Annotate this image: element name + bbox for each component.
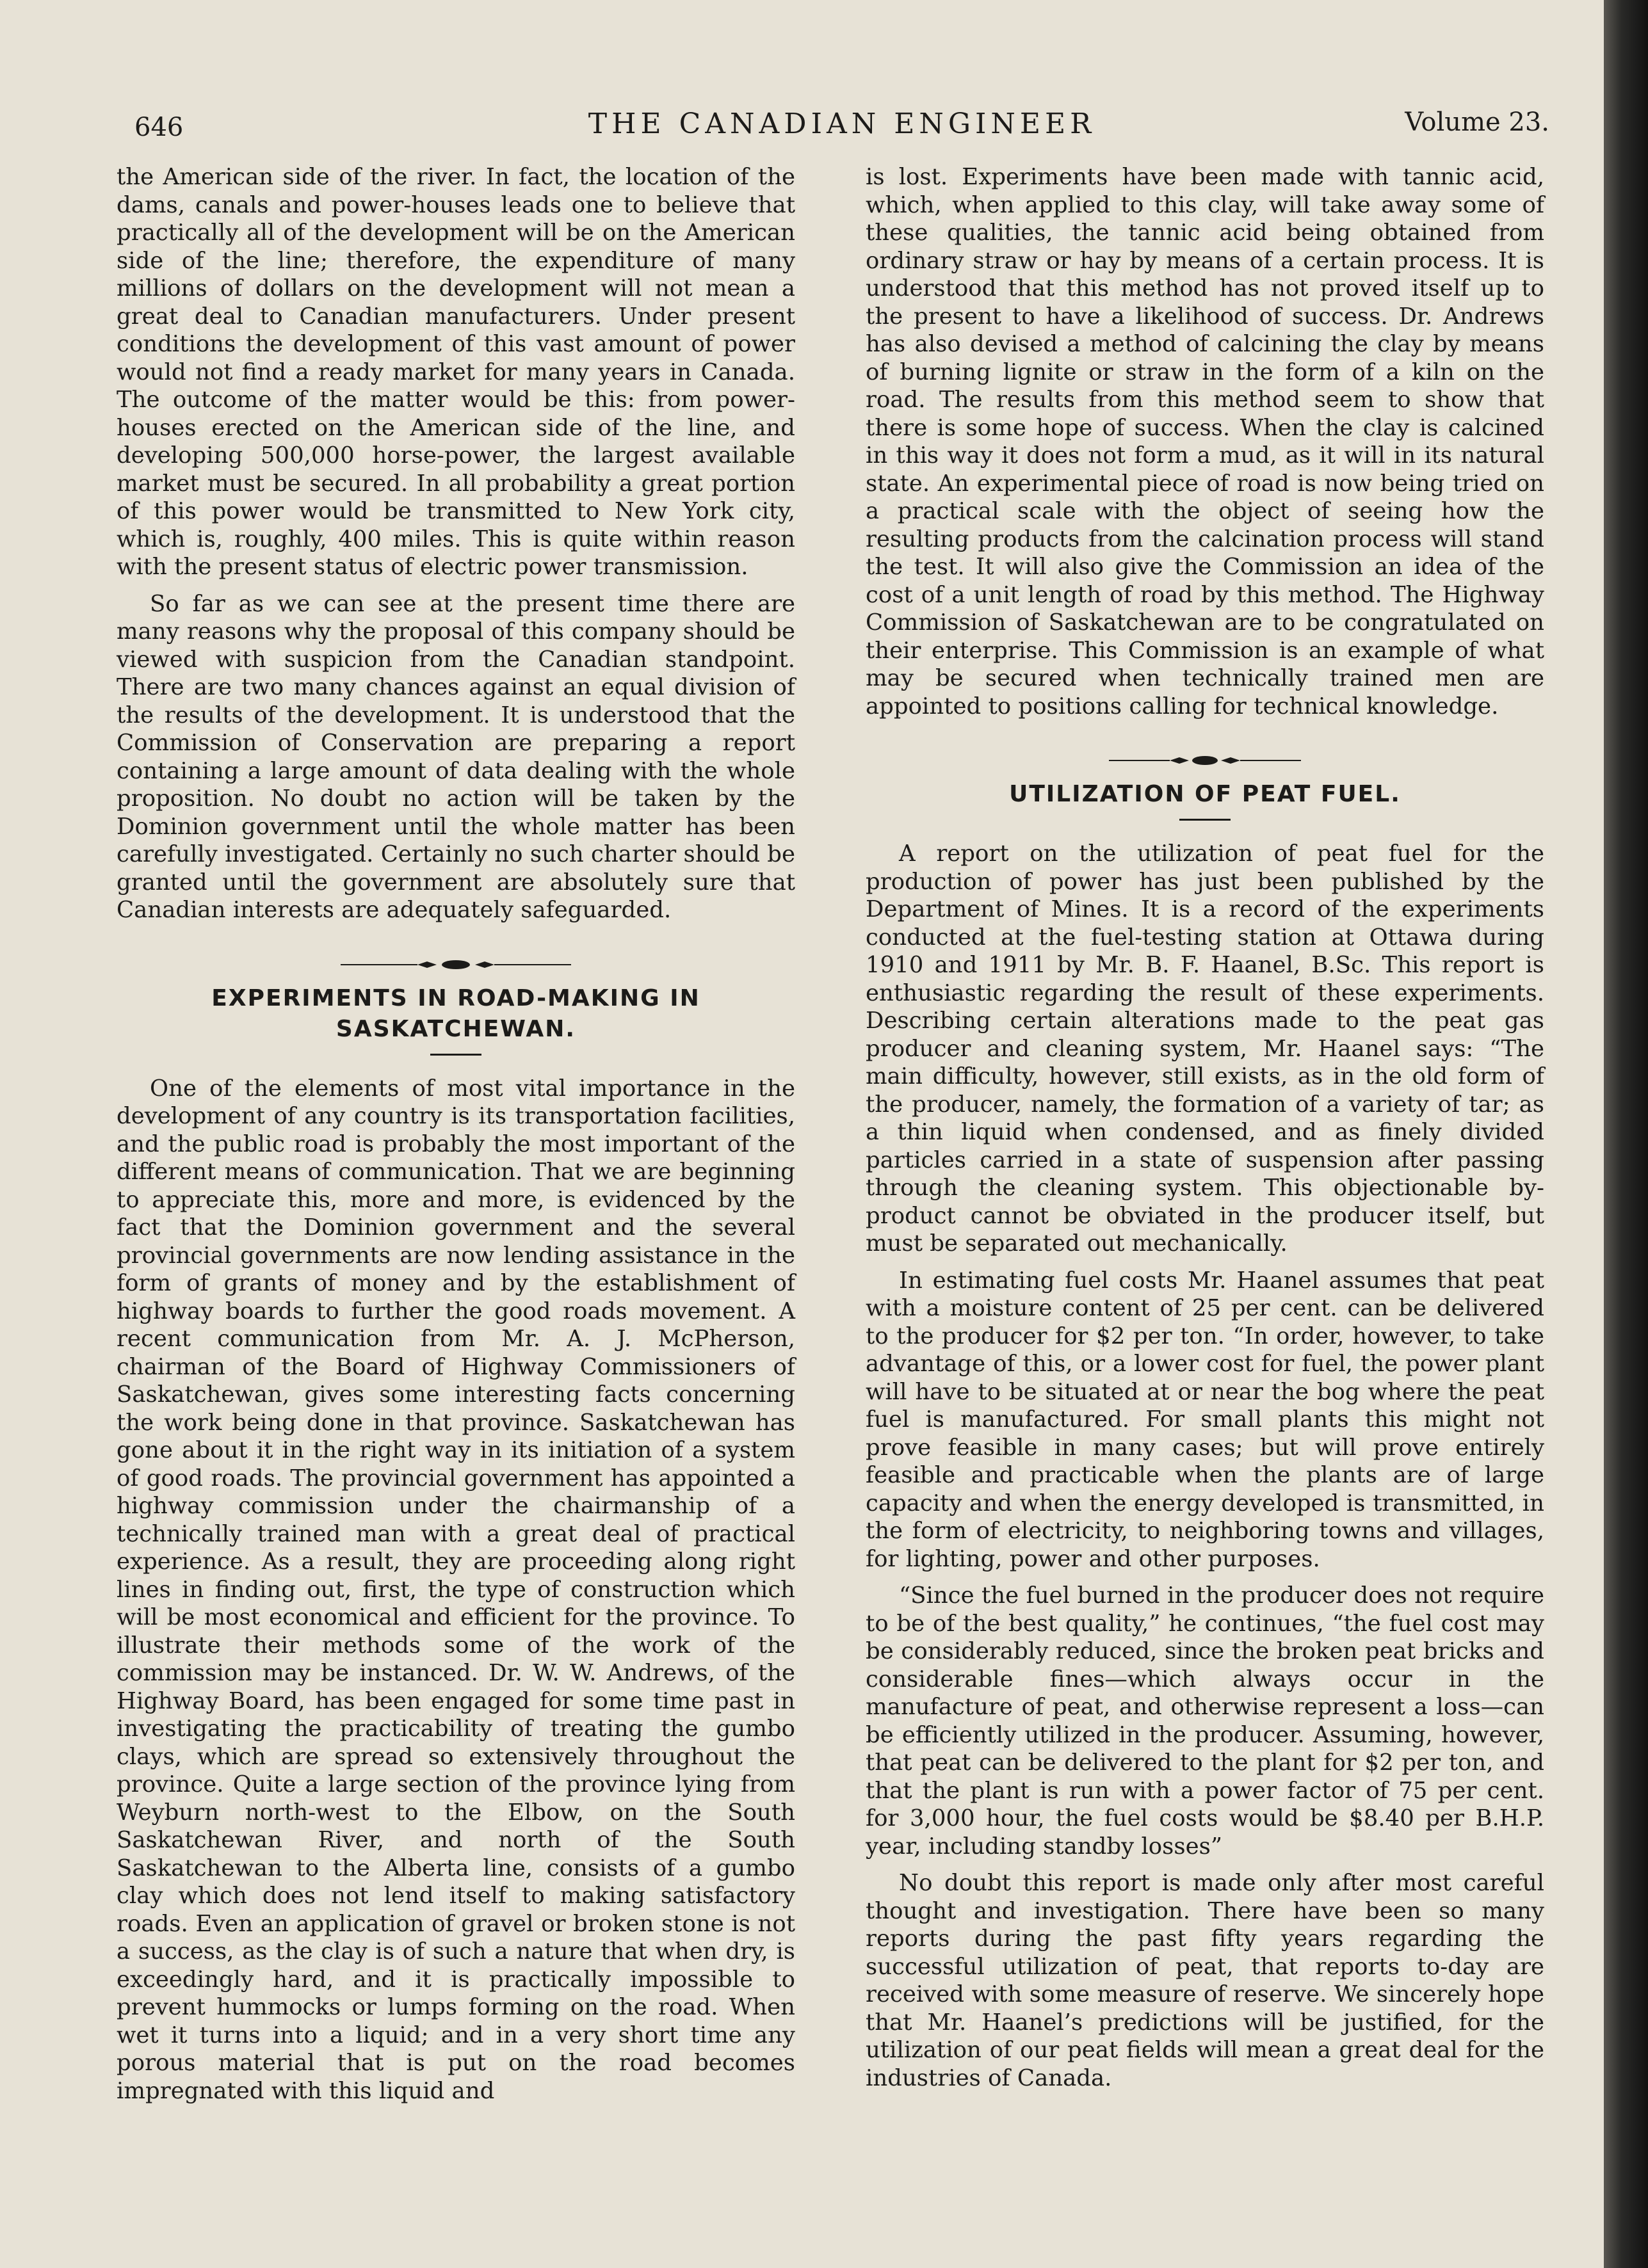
heading-rule — [1179, 819, 1231, 821]
paragraph: the American side of the river. In fact, the location of the dams, canals and power-houses leads one to believe that practically all of the development will be on the American side of the line; therefore, the expenditure of many millions of dollars on the development will not mean a great deal to Canadian manufacturers. Under present conditions the development of this vast amount of power would not find a ready market for many years in Canada. The outcome of the matter would be this: from power-houses erected on the American side of the line, and developing 500,000 horse-power, the largest available market must be secured. In all probability a great portion of this power would be transmitted to New York city, which is, roughly, 400 miles. This is quite within reason with the present status of electric power transmission. — [117, 164, 795, 580]
running-header — [134, 108, 1549, 146]
paragraph: One of the elements of most vital importance in the development of any country is its transportation facilities, and the public road is probably the most important of the different means of communication. That we are beginning to appreciate this, more and more, is evidenced by the fact that the Dominion government and the several provincial governments are now lending assistance in the form of grants of money and by the establishment of highway boards to further the good roads movement. A recent communication from Mr. A. J. McPherson, chairman of the Board of Highway Commissioners of Saskatchewan, gives some interesting facts concerning the work being done in that province. Saskatchewan has gone about it in the right way in its initiation of a system of good roads. The provincial government has appointed a highway commission under the chairmanship of a technically trained man with a great deal of practical experience. As a result, they are proceeding along right lines in finding out, first, the type of construction which will be most economical and efficient for the province. To illustrate their methods some of the work of the commission may be instanced. Dr. W. W. Andrews, of the Highway Board, has been engaged for some time past in investigating the practicability of treating the gumbo clays, which are spread so extensively throughout the province. Quite a large section of the province lying from Weyburn north-west to the Elbow, on the South Saskatchewan River, and north of the South Saskatchewan to the Alberta line, consists of a gumbo clay which does not lend itself to making satisfactory roads. Even an application of gravel or broken stone is not a success, as the clay is of such a nature that when dry, is exceedingly hard, and it is practically impossible to prevent hummocks or lumps forming on the road. When wet it turns into a liquid; and in a very short time any porous material that is put on the road becomes impregnated with this liquid and — [117, 1075, 795, 2104]
section-heading: UTILIZATION OF PEAT FUEL. — [1009, 781, 1401, 807]
paragraph: In estimating fuel costs Mr. Haanel assumes that peat with a moisture content of 25 per cent. can be delivered to the producer for $2 per ton. “In order, however, to take advantage of this, or a lower cost for fuel, the power plant will have to be situated at or near the bog where the peat fuel is manufactured. For small plants this might not prove feasible in many cases; but will prove entirely feasible and practicable when the plants are of large capacity and when the energy developed is transmitted, in the form of electricity, to neighboring towns and villages, for lighting, power and other purposes. — [866, 1267, 1544, 1572]
volume-label: Volume 23. — [1405, 108, 1549, 137]
heading-rule — [430, 1054, 481, 1056]
paragraph: “Since the fuel burned in the producer does not require to be of the best quality,” he continues, “the fuel cost may be considerably reduced, since the broken peat bricks and considerable fines—which always occur in the manufacture of peat, and otherwise represent a loss—can be efficiently utilized in the producer. Assuming, however, that peat can be delivered to the plant for $2 per ton, and that the plant is run with a power factor of 75 per cent. for 3,000 hour, the fuel costs would be $8.40 per B.H.P. year, including standby losses” — [866, 1582, 1544, 1860]
page-binding-edge — [1604, 0, 1648, 2268]
paragraph: No doubt this report is made only after most careful thought and investigation. There have been so many reports during the past fifty years regarding the successful utilization of peat, that reports to-day are received with some measure of reserve. We sincerely hope that Mr. Haanel’s predictions will be justified, for the utilization of our peat fields will mean a great deal for the industries of Canada. — [866, 1870, 1544, 2091]
paragraph: A report on the utilization of peat fuel for the production of power has just been published by the Department of Mines. It is a record of the experiments conducted at the fuel-testing station at Ottawa during 1910 and 1911 by Mr. B. F. Haanel, B.Sc. This report is enthusiastic regarding the result of these experiments. Describing certain alterations made to the peat gas producer and cleaning system, Mr. Haanel says: “The main difficulty, however, still exists, as in the old form of the producer, namely, the formation of a variety of tar; as a thin liquid when condensed, and as finely divided particles carried in a state of suspension after passing through the cleaning system. This objectionable by-product cannot be obviated in the producer itself, but must be separated out mechanically. — [866, 840, 1544, 1257]
section-divider-ornament — [866, 746, 1544, 759]
left-column — [117, 163, 795, 2114]
section-heading: EXPERIMENTS IN ROAD-MAKING IN SASKATCHEWAN. — [211, 985, 700, 1042]
section-divider-ornament — [117, 950, 795, 963]
ornament-icon — [341, 958, 571, 971]
right-column — [866, 163, 1544, 2101]
journal-title: THE CANADIAN ENGINEER — [588, 108, 1096, 140]
paragraph: So far as we can see at the present time there are many reasons why the proposal of this company should be viewed with suspicion from the Canadian standpoint. There are two many chances against an equal division of the results of the development. It is understood that the Commission of Conservation are preparing a report containing a large amount of data dealing with the whole proposition. No doubt no action will be taken by the Dominion government until the whole matter has been carefully investigated. Certainly no such charter should be granted until the government are absolutely sure that Canadian interests are adequately safeguarded. — [117, 590, 795, 923]
paragraph: is lost. Experiments have been made with tannic acid, which, when applied to this clay, will take away some of these qualities, the tannic acid being obtained from ordinary straw or hay by means of a certain process. It is understood that this method has not proved itself up to the present to have a likelihood of success. Dr. Andrews has also devised a method of calcining the clay by means of burning lignite or straw in the form of a kiln on the road. The results from this method seem to show that there is some hope of success. When the clay is calcined in this way it does not form a mud, as it will in its natural state. An experimental piece of road is now being tried on a practical scale with the object of seeing how the resulting products from the calcination process will stand the test. It will also give the Commission an idea of the cost of a unit length of road by this method. The Highway Commission of Saskatchewan are to be congratulated on their enterprise. This Commission is an example of what may be secured when technically trained men are appointed to positions calling for technical knowledge. — [866, 164, 1544, 720]
page-number: 646 — [134, 113, 184, 142]
ornament-icon — [1109, 754, 1301, 767]
